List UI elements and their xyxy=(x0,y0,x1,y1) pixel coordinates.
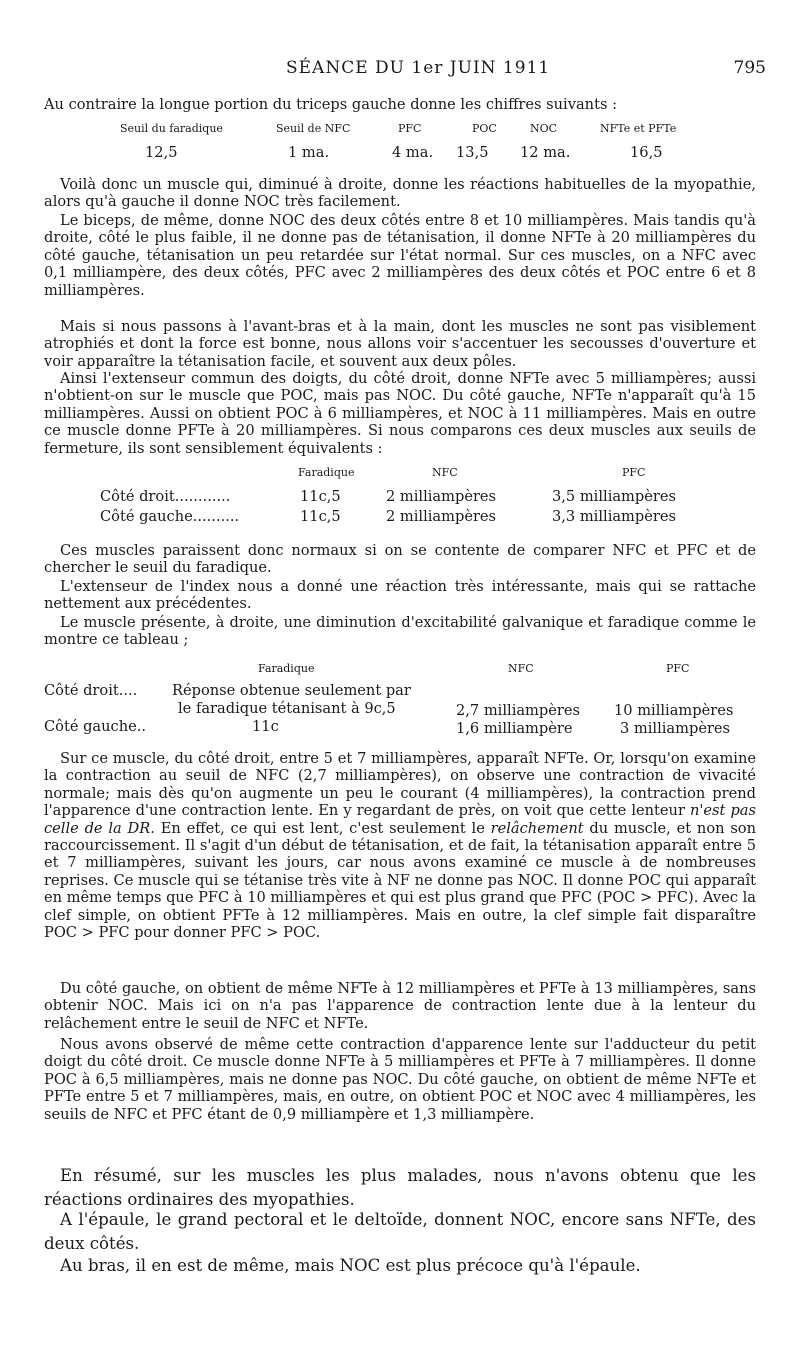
table3-cell: 2,7 milliampères xyxy=(456,702,580,719)
paragraph: L'extenseur de l'index nous a donné une réaction très intéressante, mais qui se rattache nettement aux précédentes. xyxy=(44,578,756,613)
table3-cell: 11c xyxy=(252,718,279,735)
table1-header: NOC xyxy=(530,122,558,135)
table1-value: 16,5 xyxy=(630,144,663,161)
table3-cell: 3 milliampères xyxy=(620,720,731,737)
paragraph-text: du muscle, et non son raccourcissement. Il s'agit d'un début de tétanisation, et de fait, la tétanisation apparaît entre 5 et 7 milliampères, suivant les jours, car nous avons examiné ce muscle à de nombreuses reprises. Ce muscle qui se tétanise très vite à NF ne donne pas NOC. Il donne POC qui apparaît en même temps que PFC à 10 milliampères et qui est plus grand que PFC (POC > PFC). Avec la clef simple, on obtient PFTe à 12 milliampères. Mais en outre, la clef simple fait disparaître POC > PFC pour donner PFC > POC. xyxy=(44,819,756,942)
paragraph-text: Sur ce muscle, du côté droit, entre 5 et 7 milliampères, apparaît NFTe. Or, lorsqu'on examine la contraction au seuil de NFC (2,7 milliampères), on observe une contraction de vivacité normale; mais dès qu'on augmente un peu le courant (4 milliampères), la contraction prend l'apparence d'une contraction lente. En y regardant de près, on voit que cette lenteur xyxy=(44,750,756,820)
paragraph: Nous avons observé de même cette contraction d'apparence lente sur l'adducteur du petit doigt du côté droit. Ce muscle donne NFTe à 5 milliampères et PFTe à 7 milliampères. Il donne POC à 6,5 milliampères, mais ne donne pas NOC. Du côté gauche, on obtient de même NFTe et PFTe entre 5 et 7 milliampères, mais, en outre, on obtient POC et NOC avec 4 milliampères, les seuils de NFC et PFC étant de 0,9 milliampère et 1,3 milliampère. xyxy=(44,1036,756,1123)
table1-header: POC xyxy=(472,122,497,135)
table1-value: 12 ma. xyxy=(520,144,571,161)
paragraph xyxy=(44,750,756,941)
table1-intro: Au contraire la longue portion du triceps gauche donne les chiffres suivants : xyxy=(44,96,617,113)
paragraph: Au bras, il en est de même, mais NOC est plus précoce qu'à l'épaule. xyxy=(60,1256,641,1275)
table3-cell: 1,6 milliampère xyxy=(456,720,573,737)
table2-cell: 2 milliampères xyxy=(386,488,497,505)
paragraph: Du côté gauche, on obtient de même NFTe à 12 milliampères et PFTe à 13 milliampères, sans obtenir NOC. Mais ici on n'a pas l'apparence de contraction lente due à la lenteur du relâchement entre le seuil de NFC et NFTe. xyxy=(44,980,756,1032)
table2-header: Faradique xyxy=(298,466,355,479)
table2-cell: 3,3 milliampères xyxy=(552,508,676,525)
table2-side: Côté gauche.......... xyxy=(100,508,240,525)
paragraph-italic: relâchement xyxy=(490,819,584,837)
table2-side: Côté droit............ xyxy=(100,488,231,505)
paragraph: En résumé, sur les muscles les plus malades, nous n'avons obtenu que les réactions ordinaires des myopathies. xyxy=(44,1166,756,1209)
paragraph: Mais si nous passons à l'avant-bras et à la main, dont les muscles ne sont pas visiblement atrophiés et dont la force est bonne, nous allons voir s'accentuer les secousses d'ouverture et voir apparaître la tétanisation facile, et souvent aux deux pôles. xyxy=(44,318,756,370)
paragraph: Ces muscles paraissent donc normaux si on se contente de comparer NFC et PFC et de chercher le seuil du faradique. xyxy=(44,542,756,577)
table3-cell: Réponse obtenue seulement par xyxy=(172,682,411,699)
table2-header: NFC xyxy=(432,466,458,479)
table3-side: Côté gauche.. xyxy=(44,718,147,735)
table1-value: 4 ma. xyxy=(392,144,434,161)
table3-cell: 10 milliampères xyxy=(614,702,734,719)
table3-header: PFC xyxy=(666,662,690,675)
table3-header: NFC xyxy=(508,662,534,675)
paragraph-text: En effet, ce qui est lent, c'est seulement le xyxy=(154,819,491,837)
paragraph: A l'épaule, le grand pectoral et le deltoïde, donnent NOC, encore sans NFTe, des deux côtés. xyxy=(44,1210,756,1253)
table2-cell: 3,5 milliampères xyxy=(552,488,676,505)
page-header xyxy=(0,58,800,82)
table3-side: Côté droit.... xyxy=(44,682,138,699)
table2-cell: 11c,5 xyxy=(300,508,341,525)
table3-cell: le faradique tétanisant à 9c,5 xyxy=(178,700,396,717)
table1-value: 12,5 xyxy=(145,144,178,161)
paragraph: Voilà donc un muscle qui, diminué à droite, donne les réactions habituelles de la myopathie, alors qu'à gauche il donne NOC très facilement. xyxy=(44,176,756,211)
table1-value: 13,5 xyxy=(456,144,489,161)
table1-header: PFC xyxy=(398,122,422,135)
table3-header: Faradique xyxy=(258,662,315,675)
table2-cell: 11c,5 xyxy=(300,488,341,505)
table2-header: PFC xyxy=(622,466,646,479)
table1-header: NFTe et PFTe xyxy=(600,122,677,135)
table1-header: Seuil du faradique xyxy=(120,122,223,135)
header-title: SÉANCE DU 1er JUIN 1911 xyxy=(286,58,551,78)
paragraph-italic: n'est pas celle de la DR. xyxy=(44,802,756,837)
table1-value: 1 ma. xyxy=(288,144,330,161)
table1-header: Seuil de NFC xyxy=(276,122,351,135)
page-number: 795 xyxy=(733,58,766,78)
table2-cell: 2 milliampères xyxy=(386,508,497,525)
paragraph: Ainsi l'extenseur commun des doigts, du côté droit, donne NFTe avec 5 milliampères; aussi n'obtient-on sur le muscle que POC, mais pas NOC. Du côté gauche, NFTe n'apparaît qu'à 15 milliampères. Aussi on obtient POC à 6 milliampères, et NOC à 11 milliampères. Mais en outre ce muscle donne PFTe à 20 milliampères. Si nous comparons ces deux muscles aux seuils de fermeture, ils sont sensiblement équivalents : xyxy=(44,370,756,457)
paragraph: Le muscle présente, à droite, une diminution d'excitabilité galvanique et faradique comme le montre ce tableau ; xyxy=(44,614,756,649)
paragraph: Le biceps, de même, donne NOC des deux côtés entre 8 et 10 milliampères. Mais tandis qu'à droite, côté le plus faible, il ne donne pas de tétanisation, il donne NFTe à 20 milliampères du côté gauche, tétanisation un peu retardée sur l'état normal. Sur ces muscles, on a NFC avec 0,1 milliampère, des deux côtés, PFC avec 2 milliampères des deux côtés et POC entre 6 et 8 milliampères. xyxy=(44,212,756,299)
